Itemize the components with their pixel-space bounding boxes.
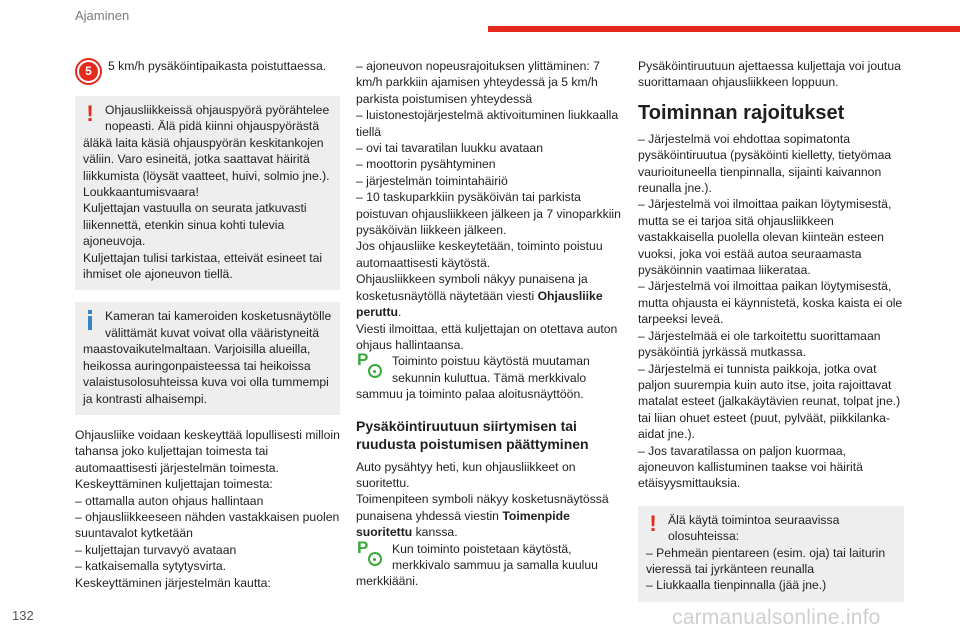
list-item: – Järjestelmä voi ehdottaa sopimatonta pysäköintiruutua (pysäköinti kielletty, tietyömaa vaurioituneella tienpinnalla, sijainti kaivannon reunalla jne.).: [638, 131, 892, 196]
warning-text-3: – Liukkaalla tienpinnalla (jää jne.): [646, 578, 827, 593]
icon-paragraph-2: [356, 541, 622, 590]
list-item: – ajoneuvon nopeusrajoituksen ylittäminen: 7 km/h parkkiin ajamisen yhteydessä ja 5 km/h parkista poistumisen yhteydessä: [356, 59, 600, 106]
warning-exclamation-icon: !: [649, 510, 657, 536]
column-left: [75, 58, 340, 591]
body-line: Keskeyttäminen järjestelmän kautta:: [75, 575, 271, 590]
page-number: 132: [12, 608, 34, 623]
warning-text-1: Älä käytä toimintoa seuraavissa olosuhteissa:: [668, 512, 840, 544]
icon-paragraph-1: [356, 353, 622, 402]
icon-paragraph-text: Toiminto poistuu käytöstä muutaman sekunnin kuluttua. Tämä merkkivalo sammuu ja toiminto palaa aloitusnäyttöön.: [356, 354, 590, 402]
warning-exclamation-icon: !: [86, 101, 94, 126]
watermark: carmanualsonline.info: [672, 606, 881, 629]
warning-text-2: – Pehmeän pientareen (esim. oja) tai laiturin vieressä tai jyrkänteen reunalla: [646, 545, 886, 576]
info-box: [75, 302, 340, 414]
completed-sentence: Toimenpiteen symboli näkyy kosketusnäytössä punaisena yhdessä viestin Toimenpide suoritettu kanssa.: [356, 492, 609, 540]
info-icon: [85, 310, 95, 330]
park-assist-icon: P: [356, 354, 386, 382]
intro-paragraph: Pysäköintiruutuun ajettaessa kuljettaja voi joutua suorittamaan ohjausliikkeen loppuun.: [638, 59, 901, 90]
park-assist-icon: P: [356, 542, 386, 570]
step-number-badge: 5: [75, 58, 102, 85]
list-item: – järjestelmän toimintahäiriö: [356, 173, 508, 188]
list-item: – luistonestojärjestelmä aktivoituminen liukkaalla tiellä: [356, 108, 619, 139]
header-accent-bar: [488, 26, 960, 32]
subheading: Pysäköintiruutuun siirtymisen tai ruudusta poistumisen päättyminen: [356, 417, 589, 452]
list-item: – 10 taskuparkkiin pysäköivän tai parkista poistuvan ohjausliikkeen jälkeen ja 7 vinoparkkiin pysäköivän liikkeen jälkeen.: [356, 190, 621, 238]
info-text: Kameran tai kameroiden kosketusnäytölle välittämät kuvat voivat olla vääristyneitä maastovaikutelmaltaan. Varjoisilla alueilla, heikossa auringonpaisteessa tai heikoissa valaistusolosuhteissa kuva voi olla tummempi ja kontrasti alhaisempi.: [83, 309, 332, 406]
body-line: Viesti ilmoittaa, että kuljettajan on otettava auton ohjaus hallintaansa.: [356, 321, 618, 352]
body-paragraph: Ohjausliike voidaan keskeyttää lopullisesti milloin tahansa joko kuljettajan toimesta tai automaattisesti järjestelmän toimesta.: [75, 427, 340, 475]
list-item: – katkaisemalla sytytysvirta.: [75, 559, 227, 574]
list-item: – ovi tai tavaratilan luukku avataan: [356, 141, 543, 156]
message-completed: Toimenpide suoritettu: [356, 508, 570, 540]
list-item: – Järjestelmä voi ilmoittaa paikan löytymisestä, mutta ohjausta ei käynnistetä, koska kaista ei ole tarpeeksi leveä.: [638, 279, 903, 327]
section-heading: Toiminnan rajoitukset: [638, 101, 845, 124]
section-title: Ajaminen: [75, 8, 130, 23]
warning-text-2: Kuljettajan vastuulla on seurata jatkuvasti liikennettä, etenkin sinua kohti tulevia ajoneuvoja.: [83, 201, 307, 249]
column-middle: [356, 58, 622, 590]
list-item: – ohjausliikkeeseen nähden vastakkaisen puolen suuntavalot kytketään: [75, 509, 340, 541]
step-5: [75, 58, 340, 85]
body-line: Auto pysähtyy heti, kun ohjausliikkeet on suoritettu.: [356, 459, 576, 490]
list-item: – Jos tavaratilassa on paljon kuormaa, ajoneuvon kallistuminen taakse voi häiritä etäisyysmittauksia.: [638, 443, 863, 491]
symbol-sentence: Ohjausliikkeen symboli näkyy punaisena ja kosketusnäytöllä näytetään viesti Ohjausliike peruttu.: [356, 272, 603, 320]
column-right: [638, 58, 904, 614]
body-line: Jos ohjausliike keskeytetään, toiminto poistuu automaattisesti käytöstä.: [356, 239, 603, 270]
list-item: – Järjestelmä voi ilmoittaa paikan löytymisestä, mutta se ei tarjoa sitä ohjausliikkeen vastakkaisella puolella olevan kiinteän esteen vuoksi, joka voi estää autoa seuraamasta pysäköinnin vaatimaa liikerataa.: [638, 197, 892, 278]
list-item: – Järjestelmää ei ole tarkoitettu suorittamaan pysäköintiä jyrkässä mutkassa.: [638, 328, 881, 360]
list-item: – ottamalla auton ohjaus hallintaan: [75, 493, 264, 508]
warning-box: [75, 96, 340, 290]
list-item: – moottorin pysähtyminen: [356, 157, 496, 172]
warning-text-1: Ohjausliikkeissä ohjauspyörä pyörähtelee nopeasti. Älä pidä kiinni ohjauspyörästä äläkä laita käsiä ohjauspyörän keskitankojen väliin. Varo esineitä, jotka saattavat häiritä liikkumista (löysät vaatteet, huivi, solmio jne.). Loukkaantumisvaara!: [83, 103, 330, 200]
warning-box: [638, 506, 904, 602]
icon-paragraph-text: Kun toiminto poistetaan käytöstä, merkkivalo sammuu ja samalla kuuluu merkkiääni.: [356, 541, 598, 589]
warning-text-3: Kuljettajan tulisi tarkistaa, etteivät esineet tai ihmiset ole ajoneuvon tiellä.: [83, 250, 323, 282]
step-text: 5 km/h pysäköintipaikasta poistuttaessa.: [108, 59, 327, 73]
list-item: – kuljettajan turvavyö avataan: [75, 542, 237, 557]
body-line: Keskeyttäminen kuljettajan toimesta:: [75, 477, 273, 492]
message-cancelled: Ohjausliike peruttu: [356, 288, 603, 320]
list-item: – Järjestelmä ei tunnista paikkoja, jotka ovat paljon suurempia kuin auto itse, joita rajoittavat matalat esteet (jalkakäytävien reunat, tolpat jne.) tai liian ohuet esteet (puut, pylväät, piikkilanka-aidat jne.).: [638, 361, 901, 442]
